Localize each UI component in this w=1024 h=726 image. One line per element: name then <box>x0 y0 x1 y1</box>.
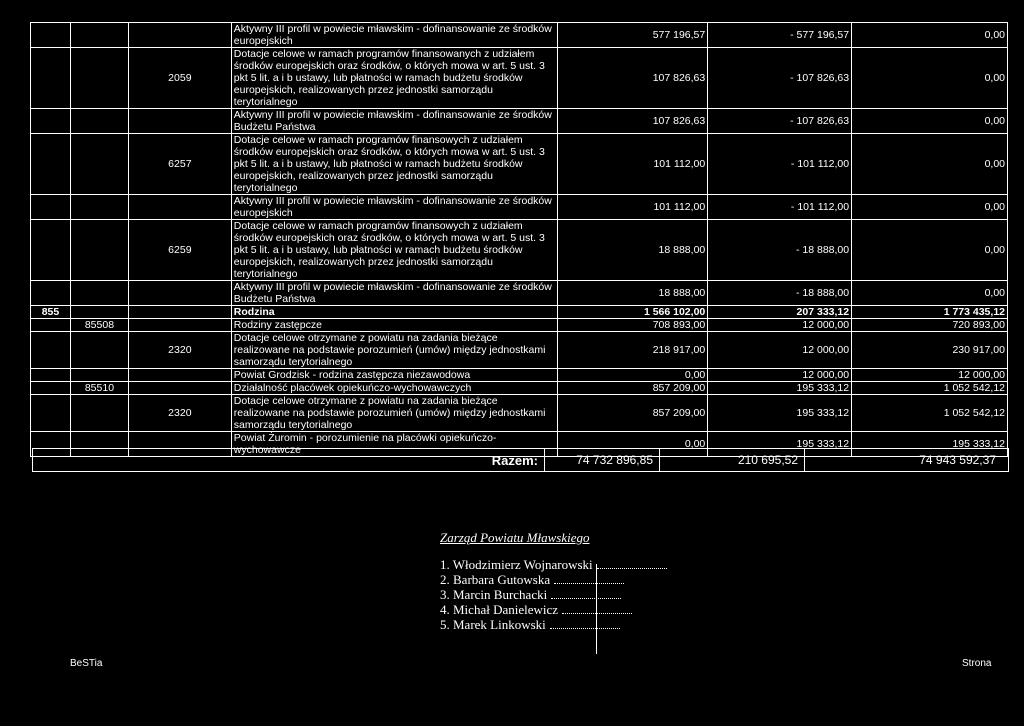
row-section <box>31 332 71 369</box>
table-row <box>31 48 1008 109</box>
table-row <box>31 134 1008 195</box>
row-after: 1 773 435,12 <box>852 306 1008 319</box>
row-plan: 18 888,00 <box>558 281 708 306</box>
row-paragraph <box>128 369 231 382</box>
row-after: 1 052 542,12 <box>852 395 1008 432</box>
row-plan: 857 209,00 <box>558 382 708 395</box>
row-after: 0,00 <box>852 48 1008 109</box>
row-subsection <box>70 48 128 109</box>
row-description: Dotacje celowe w ramach programów finansowanych z udziałem środków europejskich oraz środków, o których mowa w art. 5 ust. 3 pkt 5 lit. a i b ustawy, lub płatności w ramach budżetu środków europejskich, realizowanych przez jednostki samorządu terytorialnego <box>231 48 558 109</box>
row-change: 12 000,00 <box>708 332 852 369</box>
row-subsection <box>70 134 128 195</box>
table-row <box>31 281 1008 306</box>
row-plan: 101 112,00 <box>558 134 708 195</box>
row-change: - 18 888,00 <box>708 281 852 306</box>
board-signatures <box>440 530 667 632</box>
row-subsection: 85510 <box>70 382 128 395</box>
board-member: 1. Włodzimierz Wojnarowski <box>440 557 593 572</box>
row-plan: 1 566 102,00 <box>558 306 708 319</box>
row-paragraph <box>128 195 231 220</box>
row-after: 0,00 <box>852 281 1008 306</box>
row-subsection <box>70 109 128 134</box>
row-plan: 18 888,00 <box>558 220 708 281</box>
table-row <box>31 382 1008 395</box>
table-row <box>31 369 1008 382</box>
board-member: 2. Barbara Gutowska <box>440 572 551 587</box>
row-change: - 101 112,00 <box>708 134 852 195</box>
row-section <box>31 395 71 432</box>
table-row <box>31 195 1008 220</box>
row-section <box>31 220 71 281</box>
table-row <box>31 395 1008 432</box>
row-change: 12 000,00 <box>708 369 852 382</box>
row-after: 0,00 <box>852 220 1008 281</box>
row-description: Aktywny III profil w powiecie mławskim - dofinansowanie ze środków europejskich <box>231 195 558 220</box>
row-description: Powiat Grodzisk - rodzina zastępcza niezawodowa <box>231 369 558 382</box>
row-plan: 107 826,63 <box>558 109 708 134</box>
row-subsection <box>70 332 128 369</box>
row-paragraph: 2059 <box>128 48 231 109</box>
row-paragraph <box>128 109 231 134</box>
row-paragraph: 2320 <box>128 332 231 369</box>
row-change: 195 333,12 <box>708 395 852 432</box>
total-change: 210 695,52 <box>660 449 805 471</box>
row-section <box>31 382 71 395</box>
table-row <box>31 332 1008 369</box>
row-after: 0,00 <box>852 23 1008 48</box>
row-section: 855 <box>31 306 71 319</box>
row-after: 230 917,00 <box>852 332 1008 369</box>
total-label: Razem: <box>491 452 538 468</box>
row-change: - 577 196,57 <box>708 23 852 48</box>
table-row <box>31 319 1008 332</box>
row-description: Rodziny zastępcze <box>231 319 558 332</box>
row-after: 195 333,12 <box>852 432 1008 457</box>
row-subsection <box>70 369 128 382</box>
row-description: Aktywny III profil w powiecie mławskim - dofinansowanie ze środków Budżetu Państwa <box>231 281 558 306</box>
row-paragraph <box>128 23 231 48</box>
board-title: Zarząd Powiatu Mławskiego <box>440 530 590 545</box>
row-change: 195 333,12 <box>708 432 852 457</box>
total-plan: 74 732 896,85 <box>545 449 660 471</box>
row-after: 720 893,00 <box>852 319 1008 332</box>
footer-left: BeSTia <box>70 658 103 669</box>
row-paragraph <box>128 319 231 332</box>
row-change: - 101 112,00 <box>708 195 852 220</box>
row-description: Powiat Żuromin - porozumienie na placówki opiekuńczo-wychowawcze <box>231 432 558 457</box>
row-change: - 107 826,63 <box>708 48 852 109</box>
row-section <box>31 281 71 306</box>
table-row <box>31 220 1008 281</box>
signature-mark <box>596 564 599 654</box>
footer-right: Strona <box>962 658 992 669</box>
row-subsection <box>70 395 128 432</box>
table-row <box>31 109 1008 134</box>
row-section <box>31 23 71 48</box>
row-after: 0,00 <box>852 109 1008 134</box>
row-section <box>31 319 71 332</box>
row-plan: 0,00 <box>558 432 708 457</box>
row-plan: 577 196,57 <box>558 23 708 48</box>
board-member: 3. Marcin Burchacki <box>440 587 548 602</box>
row-paragraph <box>128 281 231 306</box>
row-description: Dotacje celowe otrzymane z powiatu na zadania bieżące realizowane na podstawie porozumień (umów) między jednostkami samorządu terytorialnego <box>231 395 558 432</box>
row-after: 1 052 542,12 <box>852 382 1008 395</box>
row-paragraph <box>128 382 231 395</box>
row-plan: 0,00 <box>558 369 708 382</box>
row-plan: 857 209,00 <box>558 395 708 432</box>
row-subsection <box>70 281 128 306</box>
total-row <box>32 448 1009 472</box>
row-after: 12 000,00 <box>852 369 1008 382</box>
row-subsection: 85508 <box>70 319 128 332</box>
row-change: - 107 826,63 <box>708 109 852 134</box>
table-row <box>31 23 1008 48</box>
row-description: Dotacje celowe otrzymane z powiatu na zadania bieżące realizowane na podstawie porozumień (umów) między jednostkami samorządu terytorialnego <box>231 332 558 369</box>
row-change: 207 333,12 <box>708 306 852 319</box>
row-description: Rodzina <box>231 306 558 319</box>
row-description: Aktywny III profil w powiecie mławskim - dofinansowanie ze środków europejskich <box>231 23 558 48</box>
row-change: - 18 888,00 <box>708 220 852 281</box>
row-subsection <box>70 23 128 48</box>
row-paragraph <box>128 306 231 319</box>
row-description: Działalność placówek opiekuńczo-wychowawczych <box>231 382 558 395</box>
row-paragraph: 2320 <box>128 395 231 432</box>
row-subsection <box>70 306 128 319</box>
table-row <box>31 306 1008 319</box>
row-change: 12 000,00 <box>708 319 852 332</box>
row-section <box>31 134 71 195</box>
row-subsection <box>70 195 128 220</box>
budget-table <box>30 22 1008 457</box>
row-after: 0,00 <box>852 195 1008 220</box>
row-description: Dotacje celowe w ramach programów finansowych z udziałem środków europejskich oraz środków, o których mowa w art. 5 ust. 3 pkt 5 lit. a i b ustawy, lub płatności w ramach budżetu środków europejskich, realizowanych przez jednostki samorządu terytorialnego <box>231 134 558 195</box>
row-description: Aktywny III profil w powiecie mławskim - dofinansowanie ze środków Budżetu Państwa <box>231 109 558 134</box>
row-section <box>31 109 71 134</box>
row-change: 195 333,12 <box>708 382 852 395</box>
total-after: 74 943 592,37 <box>805 449 1003 471</box>
row-subsection <box>70 220 128 281</box>
row-section <box>31 48 71 109</box>
board-member: 4. Michał Danielewicz <box>440 602 559 617</box>
row-description: Dotacje celowe w ramach programów finansowych z udziałem środków europejskich oraz środków, o których mowa w art. 5 ust. 3 pkt 5 lit. a i b ustawy, lub płatności w ramach budżetu środków europejskich, realizowanych przez jednostki samorządu terytorialnego <box>231 220 558 281</box>
row-plan: 708 893,00 <box>558 319 708 332</box>
row-section <box>31 369 71 382</box>
board-member: 5. Marek Linkowski <box>440 617 546 632</box>
row-plan: 101 112,00 <box>558 195 708 220</box>
row-paragraph: 6257 <box>128 134 231 195</box>
row-plan: 218 917,00 <box>558 332 708 369</box>
row-plan: 107 826,63 <box>558 48 708 109</box>
row-section <box>31 195 71 220</box>
row-paragraph: 6259 <box>128 220 231 281</box>
row-after: 0,00 <box>852 134 1008 195</box>
